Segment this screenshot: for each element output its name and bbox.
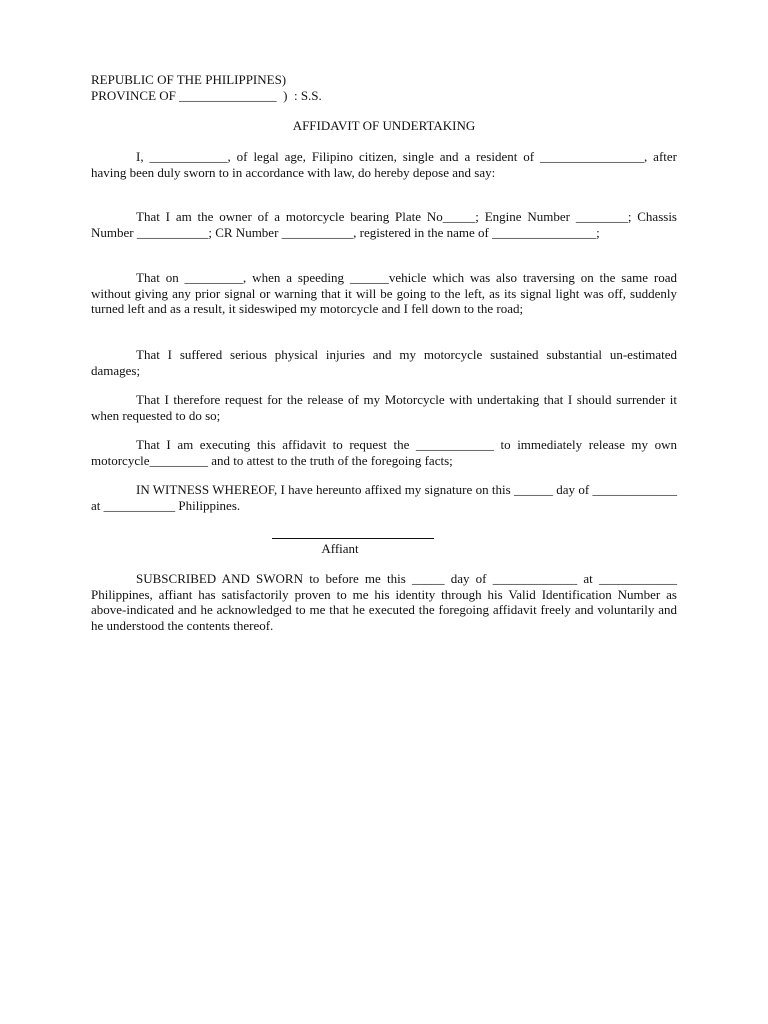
affiant-label: Affiant <box>321 541 359 556</box>
paragraph-release-request: That I therefore request for the release of my Motorcycle with undertaking that I should surrender it when requested to do so; <box>91 392 677 423</box>
paragraph-identity: I, ____________, of legal age, Filipino citizen, single and a resident of ________________, after having been duly sworn to in accordance with law, do hereby depose and say: <box>91 149 677 180</box>
affiant-signature-line <box>272 538 434 539</box>
paragraph-witness: IN WITNESS WHEREOF, I have hereunto affixed my signature on this ______ day of _____________ at ___________ Philippines. <box>91 482 677 513</box>
header-republic-line: REPUBLIC OF THE PHILIPPINES) <box>91 72 287 87</box>
paragraph-purpose: That I am executing this affidavit to request the ____________ to immediately release my own motorcycle_________ and to attest to the truth of the foregoing facts; <box>91 437 677 468</box>
header-province-line: PROVINCE OF _______________ ) : S.S. <box>91 87 322 103</box>
document-header <box>91 72 677 103</box>
jurat-paragraph: SUBSCRIBED AND SWORN to before me this _____ day of _____________ at ____________ Philippines, affiant has satisfactorily proven to me his identity through his Valid Identification Number as above-indicated and he acknowledged to me that he executed the foregoing affidavit freely and voluntarily and he understood the contents thereof. <box>91 571 677 633</box>
paragraph-injuries: That I suffered serious physical injuries and my motorcycle sustained substantial un-estimated damages; <box>91 347 677 378</box>
paragraph-ownership: That I am the owner of a motorcycle bearing Plate No_____; Engine Number ________; Chassis Number ___________; CR Number ___________, registered in the name of ________________; <box>91 209 677 240</box>
document-title: AFFIDAVIT OF UNDERTAKING <box>292 118 476 133</box>
paragraph-incident: That on _________, when a speeding ______vehicle which was also traversing on the same road without giving any prior signal or warning that it will be going to the left, as its signal light was off, suddenly turned left and as a result, it sideswiped my motorcycle and I fell down to the road; <box>91 270 677 316</box>
